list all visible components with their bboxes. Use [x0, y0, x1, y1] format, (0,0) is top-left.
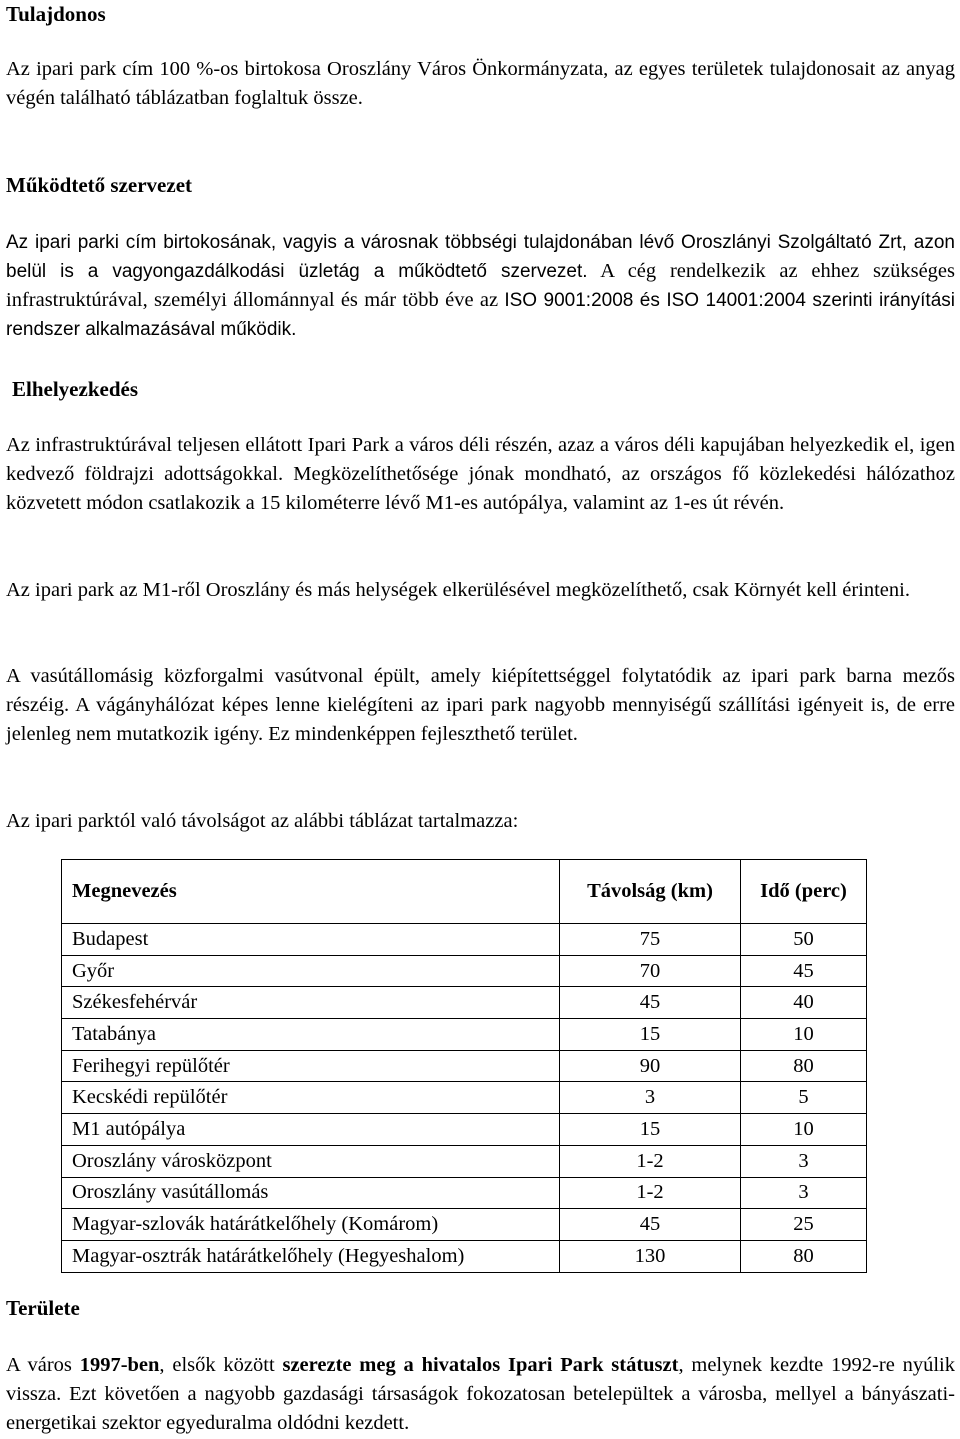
- table-row: [62, 1240, 867, 1272]
- paragraph-terulete: [6, 1351, 955, 1438]
- cell-megnevezes: Oroszlány városközpont: [62, 1145, 560, 1177]
- cell-tavolsag: 90: [560, 1050, 741, 1082]
- table-row: [62, 1209, 867, 1241]
- table-row: [62, 1114, 867, 1146]
- header-megnevezes: Megnevezés: [62, 860, 560, 924]
- heading-mukodteto: Működtető szervezet: [6, 173, 193, 197]
- cell-tavolsag: 130: [560, 1240, 741, 1272]
- cell-ido: 3: [741, 1177, 867, 1209]
- mukodteto-serif-text: A cég rendelkezik az ehhez szükséges infrastruktúrával, személyi állománnyal és már több éve az: [6, 260, 955, 311]
- table-row: [62, 924, 867, 956]
- heading-tulajdonos: Tulajdonos: [6, 2, 106, 26]
- paragraph-elhelyezkedes-1: Az infrastruktúrával teljesen ellátott Ipari Park a város déli részén, azaz a város déli kapujában helyezkedik el, igen kedvező földrajzi adottságokkal. Megközelíthetősége jónak mondható, az országos fő közlekedési hálózathoz közvetett módon csatlakozik a 15 kilométerre lévő M1-es autópálya, valamint az 1-es út révén.: [6, 434, 955, 514]
- cell-megnevezes: Győr: [62, 955, 560, 987]
- cell-megnevezes: Székesfehérvár: [62, 987, 560, 1019]
- cell-tavolsag: 45: [560, 987, 741, 1019]
- terulete-t2: , elsők között: [159, 1354, 283, 1376]
- terulete-t1: A város: [6, 1354, 80, 1376]
- table-row: [62, 1082, 867, 1114]
- cell-tavolsag: 1-2: [560, 1145, 741, 1177]
- paragraph-tulajdonos: Az ipari park cím 100 %-os birtokosa Oroszlány Város Önkormányzata, az egyes területek tulajdonosait az anyag végén található táblázatban foglaltuk össze.: [6, 58, 955, 109]
- mukodteto-sans-text: Az ipari parki cím birtokosának, vagyis a városnak többségi tulajdonában lévő Oroszlányi Szolgáltató Zrt, azon belül is a vagyongazdálkodási üzletág a működtető szervezet.: [6, 232, 955, 282]
- cell-tavolsag: 70: [560, 955, 741, 987]
- paragraph-mukodteto: [6, 228, 955, 344]
- table-row: [62, 1177, 867, 1209]
- cell-ido: 10: [741, 1019, 867, 1051]
- cell-ido: 25: [741, 1209, 867, 1241]
- table-row: [62, 1145, 867, 1177]
- cell-megnevezes: Kecskédi repülőtér: [62, 1082, 560, 1114]
- header-tavolsag: Távolság (km): [560, 860, 741, 924]
- terulete-t3: , melynek kezdte 1992-re nyúlik vissza. Ezt követően a nagyobb gazdasági társaságok fokozatosan betelepültek a városba, mellyel a bányászati-energetikai szektor egyeduralma oldódni kezdett.: [6, 1354, 956, 1434]
- cell-tavolsag: 45: [560, 1209, 741, 1241]
- cell-ido: 80: [741, 1240, 867, 1272]
- cell-tavolsag: 15: [560, 1019, 741, 1051]
- header-ido: Idő (perc): [741, 860, 867, 924]
- paragraph-elhelyezkedes-4: Az ipari parktól való távolságot az alábbi táblázat tartalmazza:: [6, 810, 519, 832]
- cell-megnevezes: Magyar-szlovák határátkelőhely (Komárom): [62, 1209, 560, 1241]
- table-row: [62, 987, 867, 1019]
- table-row: [62, 1019, 867, 1051]
- table-header-row: [62, 860, 867, 924]
- terulete-b1: 1997-ben: [79, 1354, 160, 1376]
- cell-ido: 45: [741, 955, 867, 987]
- table-row: [62, 1050, 867, 1082]
- table-body: [62, 924, 867, 1273]
- table-row: [62, 955, 867, 987]
- cell-tavolsag: 1-2: [560, 1177, 741, 1209]
- cell-megnevezes: Magyar-osztrák határátkelőhely (Hegyeshalom): [62, 1240, 560, 1272]
- mukodteto-iso-text: ISO 9001:2008 és ISO 14001:2004 szerinti irányítási rendszer alkalmazásával működik.: [6, 290, 956, 340]
- cell-ido: 50: [741, 924, 867, 956]
- heading-elhelyezkedes: Elhelyezkedés: [12, 377, 138, 401]
- cell-megnevezes: Oroszlány vasútállomás: [62, 1177, 560, 1209]
- cell-tavolsag: 15: [560, 1114, 741, 1146]
- cell-ido: 10: [741, 1114, 867, 1146]
- distance-table: [61, 859, 867, 1273]
- cell-ido: 80: [741, 1050, 867, 1082]
- paragraph-elhelyezkedes-2: Az ipari park az M1-ről Oroszlány és más helységek elkerülésével megközelíthető, csak Környét kell érinteni.: [6, 579, 910, 601]
- cell-tavolsag: 75: [560, 924, 741, 956]
- cell-tavolsag: 3: [560, 1082, 741, 1114]
- cell-megnevezes: Tatabánya: [62, 1019, 560, 1051]
- cell-megnevezes: Ferihegyi repülőtér: [62, 1050, 560, 1082]
- cell-megnevezes: Budapest: [62, 924, 560, 956]
- cell-megnevezes: M1 autópálya: [62, 1114, 560, 1146]
- cell-ido: 3: [741, 1145, 867, 1177]
- heading-terulete: Területe: [6, 1296, 80, 1320]
- cell-ido: 40: [741, 987, 867, 1019]
- cell-ido: 5: [741, 1082, 867, 1114]
- terulete-b2: szerezte meg a hivatalos Ipari Park státuszt: [282, 1354, 679, 1376]
- paragraph-elhelyezkedes-3: A vasútállomásig közforgalmi vasútvonal épült, amely kiépítettséggel folytatódik az ipari park barna mezős részéig. A vágányhálózat képes lenne kielégíteni az ipari park nagyobb mennyiségű szállítási igényeit is, de erre jelenleg nem mutatkozik igény. Ez mindenképpen fejleszthető terület.: [6, 665, 955, 745]
